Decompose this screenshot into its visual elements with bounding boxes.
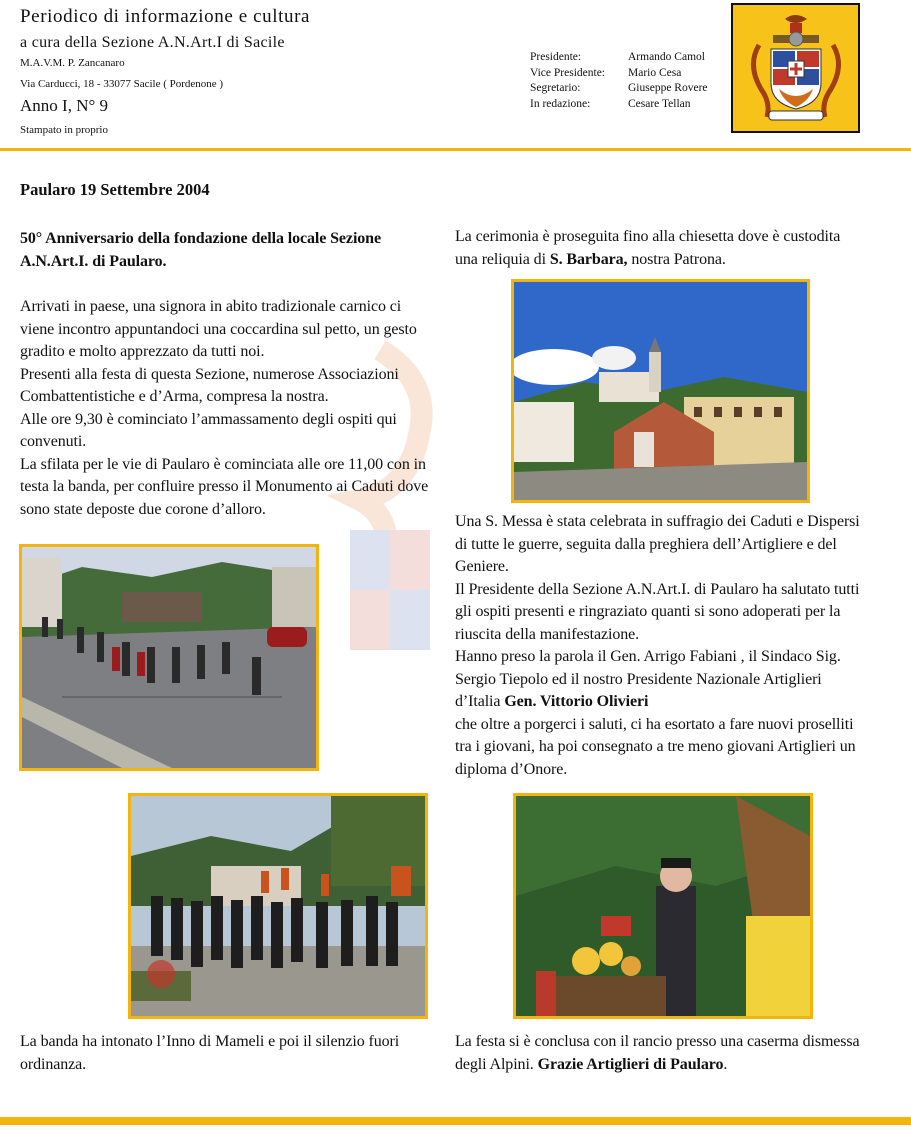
paragraph: Hanno preso la parola il Gen. Arrigo Fabiani , il Sindaco Sig. Sergio Tiepolo ed il nostro Presidente Nazionale Artiglieri d’Italia Gen. Vittorio Olivieri <box>455 648 841 710</box>
right-column-text <box>455 511 867 781</box>
publication-title: Periodico di informazione e cultura <box>20 6 311 27</box>
print-note: Stampato in proprio <box>20 124 108 136</box>
header-divider <box>0 148 911 151</box>
staff-row: Segretario: Giuseppe Rovere <box>530 82 708 94</box>
address-line: Via Carducci, 18 - 33077 Sacile ( Pordenone ) <box>20 78 224 90</box>
publication-subtitle: a cura della Sezione A.N.Art.I di Sacile <box>20 34 285 51</box>
paragraph: Il Presidente della Sezione A.N.Art.I. di Paularo ha salutato tutti gli ospiti presenti e ringraziato quanti si sono adoperati per la riuscita della manifestazione. <box>455 580 860 643</box>
band-photo <box>128 793 428 1019</box>
paragraph: Arrivati in paese, una signora in abito tradizionale carnico ci viene incontro appuntandoci una coccardina sul petto, un gesto gradito e molto apprezzato da tutti noi. <box>20 298 417 360</box>
footer-divider <box>0 1117 911 1125</box>
church-photo <box>511 279 810 503</box>
editor-line: M.A.V.M. P. Zancanaro <box>20 57 125 69</box>
parade-photo <box>19 544 319 771</box>
article-heading: 50° Anniversario della fondazione della locale Sezione A.N.Art.I. di Paularo. <box>20 230 381 270</box>
staff-row: Presidente: Armando Camol <box>530 51 705 63</box>
paragraph: Presenti alla festa di questa Sezione, numerose Associazioni Combattentistiche e d’Arma, compresa la nostra. <box>20 365 399 405</box>
president-name: Gen. Vittorio Olivieri <box>504 693 649 710</box>
staff-row: Vice Presidente: Mario Cesa <box>530 66 682 79</box>
paragraph: Alle ore 9,30 è cominciato l’ammassamento degli ospiti qui convenuti. <box>20 410 397 450</box>
paragraph: che oltre a porgerci i saluti, ci ha esortato a fare nuovi proselliti tra i giovani, ha poi consegnato a tre meno giovani Artiglieri un diploma d’Onore. <box>455 715 856 778</box>
left-column-text <box>20 296 430 521</box>
patron-name: S. Barbara, <box>549 250 628 268</box>
closing-text: La festa si è conclusa con il rancio presso una caserma dismessa degli Alpini. Grazie Artiglieri di Paularo. <box>455 1033 860 1073</box>
paragraph: La sfilata per le vie di Paularo è cominciata alle ore 11,00 con in testa la banda, per confluire presso il Monumento ai Caduti dove sono state deposte due corone d’alloro. <box>20 455 429 518</box>
right-intro: La cerimonia è proseguita fino alla chiesetta dove è custodita una reliquia di S. Barbara, nostra Patrona. <box>455 228 841 268</box>
issue-number: Anno I, N° 9 <box>20 96 109 115</box>
staff-row: In redazione: Cesare Tellan <box>530 97 691 110</box>
article-date-title: Paularo 19 Settembre 2004 <box>20 180 210 199</box>
band-caption: La banda ha intonato l’Inno di Mameli e poi il silenzio fuori ordinanza. <box>20 1033 400 1073</box>
staff-list <box>530 50 708 112</box>
coat-of-arms-logo <box>731 3 860 133</box>
closing-thanks: Grazie Artiglieri di Paularo <box>537 1055 724 1073</box>
speaker-photo <box>513 793 813 1019</box>
paragraph: Una S. Messa è stata celebrata in suffragio dei Caduti e Dispersi di tutte le guerre, seguita dalla preghiera dell’Artigliere e del Geniere. <box>455 513 860 575</box>
coat-of-arms-icon <box>733 5 858 131</box>
